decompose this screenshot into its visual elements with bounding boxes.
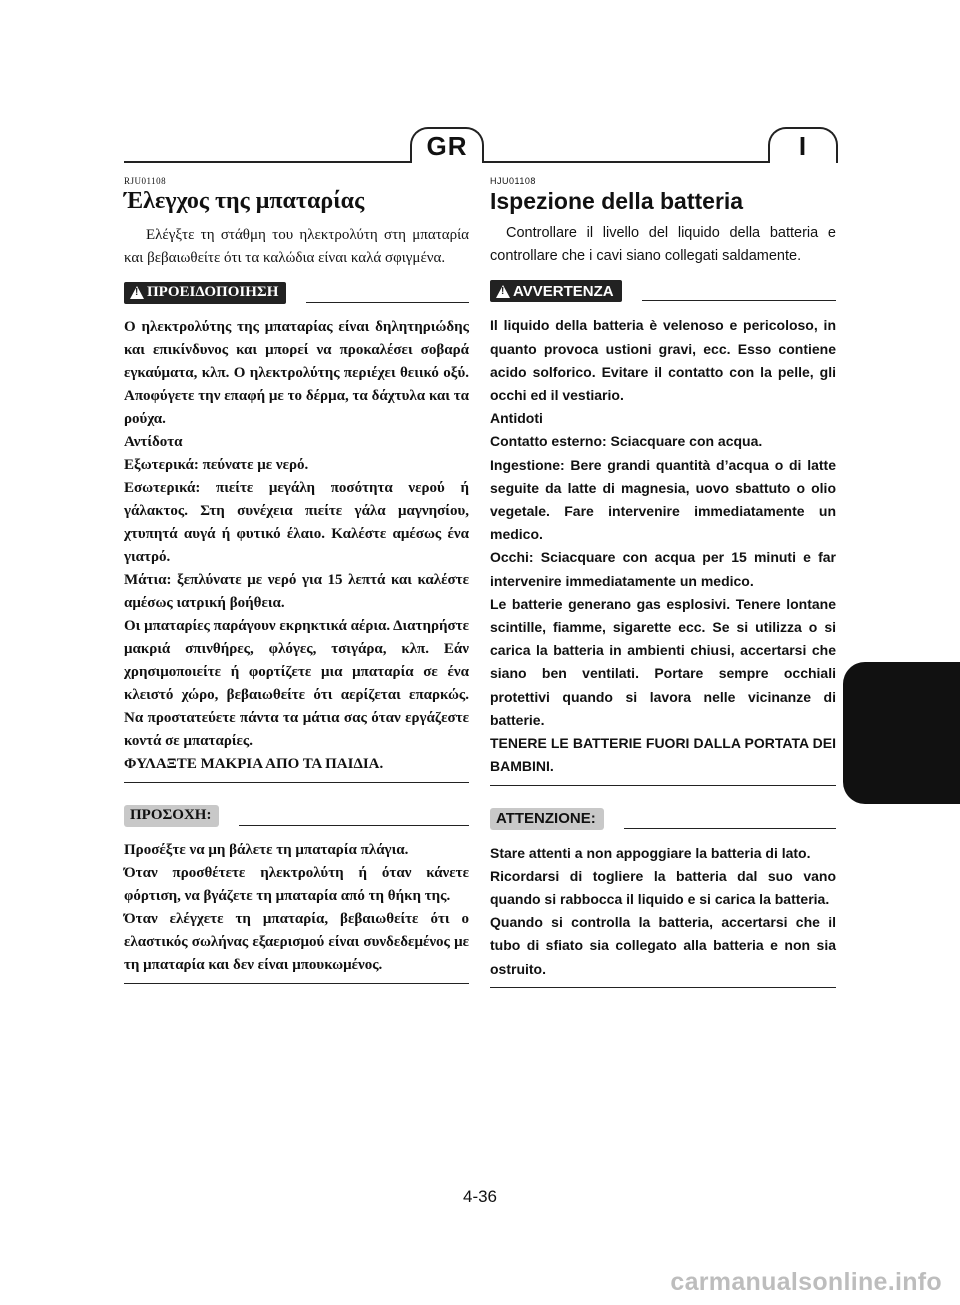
page-number: 4-36 [462,1187,498,1206]
warning-text [490,314,836,778]
caution-label: ΠΡΟΣΟΧΗ: [130,807,212,824]
language-tab-gr-label: GR [426,130,468,161]
warning-line: Contatto esterno: Sciacquare con acqua. [490,433,763,450]
warning-line: Εξωτερικά: πεύνατε με νερό. [124,456,309,473]
language-tab-it-label: I [798,130,808,161]
caution-line: Quando si controlla la batteria, accertarsi che il tubo di sfiato sia collegato alla batteria e non sia ostruito. [490,914,836,977]
warning-label: ΠΡΟΕΙΔΟΠΟΙΗΣΗ [147,284,279,301]
italian-column [490,176,836,988]
warning-line: Οι μπαταρίες παράγουν εκρηκτικά αέρια. Διατηρήστε μακριά σπινθήρες, φλόγες, τσιγάρα, κλπ. Εάν χρησιμοποιείτε ή φορτίζετε μια μπαταρία σε ένα κλειστό χώρο, βεβαιωθείτε ότι αερίζεται επαρκώς. Να προστατεύετε πάντα τα μάτια σας όταν εργάζεστε κοντά σε μπαταρίες. [124,617,469,749]
caution-label: ATTENZIONE: [496,810,596,827]
intro-paragraph: Controllare il livello del liquido della batteria e controllare che i cavi siano collegati saldamente. [490,225,836,265]
language-tab-gr [410,127,484,163]
caution-line: Stare attenti a non appoggiare la batteria di lato. [490,844,811,861]
warning-header [124,282,469,304]
section-title: Ispezione della batteria [490,188,744,214]
warning-line: ΦΥΛΑΞΤΕ ΜΑΚΡΙΑ ΑΠΟ ΤΑ ΠΑΙΔΙΑ. [124,755,384,772]
warning-line: Ingestione: Bere grandi quantità d’acqua o di latte seguite da latte di magnesia, uovo sbattuto o olio vegetale. Fare intervenire immediatamente un medico. [490,456,836,543]
greek-column [124,176,469,984]
warning-triangle-icon [496,285,510,298]
warning-badge [124,282,286,304]
warning-label: AVVERTENZA [513,282,614,300]
language-tab-it [768,127,838,163]
caution-end-rule [124,983,469,984]
warning-header [490,280,836,302]
warning-end-rule [124,782,469,783]
caution-text [124,839,469,977]
caution-line: Προσέξτε να μη βάλετε τη μπαταρία πλάγια. [124,841,409,858]
watermark-text: carmanualsonline.info [670,1268,942,1296]
warning-badge [490,280,622,302]
caution-rule [239,825,469,826]
warning-line: Ο ηλεκτρολύτης της μπαταρίας είναι δηλητηριώδης και επικίνδυνος και μπορεί να προκαλέσει σοβαρά εγκαύματα, κλπ. Ο ηλεκτρολύτης περιέχει θειικό οξύ. Αποφύγετε την επαφή με το δέρμα, τα δάχτυλα και τα ρούχα. [124,318,469,427]
warning-text [124,316,469,776]
caution-line: Όταν προσθέτετε ηλεκτρολύτη ή όταν κάνετε φόρτιση, να βγάζετε τη μπαταρία από τη θήκη της. [124,864,469,904]
caution-line: Όταν ελέγχετε τη μπαταρία, βεβαιωθείτε ότι ο ελαστικός σωλήνας εξαερισμού είναι συνδεδεμένος με τη μπαταρία και δεν είναι μπουκωμένος. [124,910,469,973]
caution-badge [124,805,219,827]
warning-line: Μάτια: ξεπλύνατε με νερό για 15 λεπτά και καλέστε αμέσως ιατρική βοήθεια. [124,571,469,611]
chapter-side-tab [843,662,960,804]
warning-triangle-icon [130,286,144,299]
warning-line: Εσωτερικά: πιείτε μεγάλη ποσότητα νερού ή γάλακτος. Στη συνέχεια πιείτε γάλα μαγνησίου, χτυπητά αυγά ή φυτικό έλαιο. Καλέστε αμέσως ένα γιατρό. [124,479,469,565]
caution-header [490,808,836,830]
warning-rule [306,302,469,303]
caution-rule [624,828,836,829]
warning-line: Antidoti [490,410,543,427]
section-code: HJU01108 [490,176,536,186]
warning-line: Il liquido della batteria è velenoso e pericoloso, in quanto provoca ustioni gravi, ecc. Esso contiene acido solforico. Evitare il contatto con la pelle, gli occhi ed il vestiario. [490,317,836,404]
intro-paragraph: Ελέγξτε τη στάθμη του ηλεκτρολύτη στη μπαταρία και βεβαιωθείτε ότι τα καλώδια είναι καλά σφιγμένα. [124,226,469,266]
caution-badge [490,808,604,830]
caution-end-rule [490,987,836,988]
warning-line: Le batterie generano gas esplosivi. Tenere lontane scintille, fiamme, sigarette ecc. Se si utilizza o si carica la batteria in ambienti chiusi, accertarsi che siano ben ventilati. Portare sempre occhiali protettivi quando si lavora nelle vicinanze di batterie. [490,595,836,728]
warning-line: Occhi: Sciacquare con acqua per 15 minuti e far intervenire immediatamente un medico. [490,549,836,589]
section-code: RJU01108 [124,176,167,186]
section-title: Έλεγχος της μπαταρίας [124,188,365,214]
warning-rule [642,300,836,301]
caution-text [490,842,836,981]
warning-end-rule [490,785,836,786]
caution-line: Ricordarsi di togliere la batteria dal suo vano quando si rabbocca il liquido e si carica la batteria. [490,867,836,907]
warning-line: TENERE LE BATTERIE FUORI DALLA PORTATA DEI BAMBINI. [490,735,836,775]
caution-header [124,805,469,827]
warning-line: Αντίδοτα [124,433,183,450]
